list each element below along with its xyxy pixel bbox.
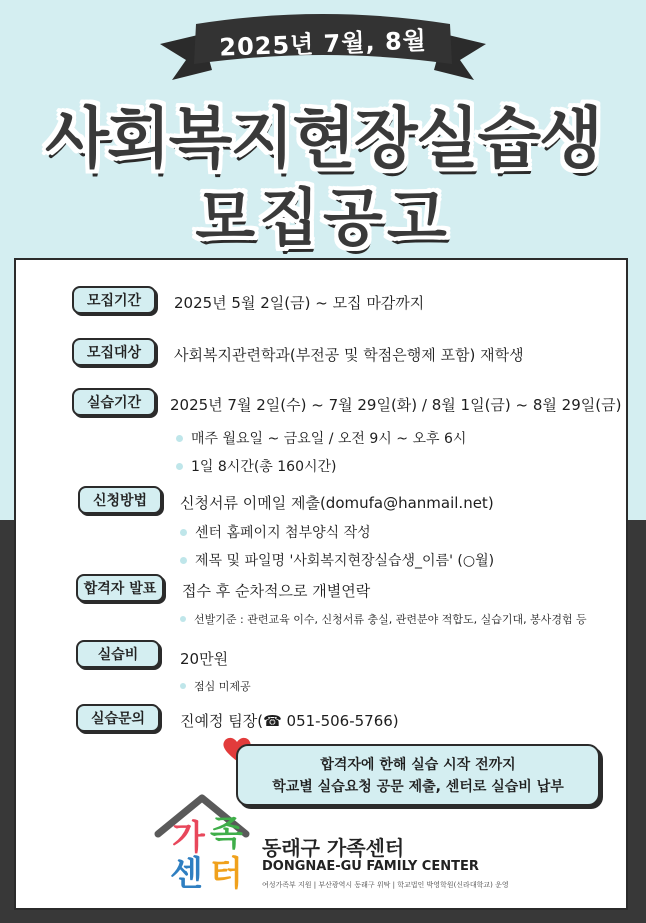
- bullet-dot: [176, 463, 183, 470]
- date-ribbon: [160, 8, 486, 88]
- page-subtitle: 모집공고: [195, 181, 451, 254]
- text-announcement: 접수 후 순차적으로 개별연락: [182, 582, 371, 600]
- bullet-dot: [180, 529, 187, 536]
- label-announcement: 합격자 발표: [76, 574, 164, 602]
- bullet-dot: [180, 557, 187, 564]
- logo-char-1: 가: [172, 818, 205, 858]
- list-item: 1일 8시간(총 160시간): [176, 456, 337, 476]
- bullet-dot: [180, 683, 186, 689]
- notice-box: [236, 744, 600, 806]
- list-item: 선발기준 : 관련교육 이수, 신청서류 충실, 관련분야 적합도, 실습기대, 봉사경험 등: [180, 611, 587, 627]
- text-contact: 진예정 팀장(☎ 051-506-5766): [180, 712, 399, 730]
- logo-char-3: 센: [170, 854, 203, 894]
- list-item: 제목 및 파일명 '사회복지현장실습생_이름' (○월): [180, 550, 494, 570]
- org-footer: 여성가족부 지원 | 부산광역시 동래구 위탁 | 학교법인 박영학원(신라대학교) 운영: [262, 881, 509, 889]
- text-recruit-period: 2025년 5월 2일(금) ~ 모집 마감까지: [174, 294, 425, 312]
- bullet-dot: [176, 435, 183, 442]
- label-recruit-period: 모집기간: [72, 286, 156, 314]
- text-target: 사회복지관련학과(부전공 및 학점은행제 포함) 재학생: [174, 346, 524, 364]
- label-apply-method: 신청방법: [78, 486, 162, 514]
- list-item: 센터 홈페이지 첨부양식 작성: [180, 522, 371, 542]
- text-apply-method: 신청서류 이메일 제출(domufa@hanmail.net): [180, 494, 494, 512]
- notice-line-2: 학교별 실습요청 공문 제출, 센터로 실습비 납부: [272, 779, 564, 795]
- notice-line-1: 합격자에 한해 실습 시작 전까지: [320, 757, 516, 773]
- list-item: 매주 월요일 ~ 금요일 / 오전 9시 ~ 오후 6시: [176, 428, 466, 448]
- logo-char-4: 터: [210, 854, 243, 894]
- page-title: 사회복지현장실습생: [45, 100, 601, 177]
- text-fee: 20만원: [180, 650, 229, 668]
- family-center-logo: [170, 810, 250, 894]
- label-contact: 실습문의: [76, 704, 160, 732]
- label-fee: 실습비: [76, 640, 160, 668]
- label-practice-period: 실습기간: [72, 388, 156, 416]
- org-name-en: DONGNAE-GU FAMILY CENTER: [262, 859, 479, 874]
- label-target: 모집대상: [72, 338, 156, 366]
- bullet-dot: [180, 616, 186, 622]
- org-name-kr: 동래구 가족센터: [262, 836, 405, 860]
- text-practice-period: 2025년 7월 2일(수) ~ 7월 29일(화) / 8월 1일(금) ~ 8월 29일(금): [170, 396, 622, 414]
- logo-char-2: 족: [210, 814, 243, 854]
- list-item: 점심 미제공: [180, 678, 251, 694]
- info-card: [14, 258, 628, 910]
- ribbon-text: 2025년 7월, 8월: [218, 26, 428, 62]
